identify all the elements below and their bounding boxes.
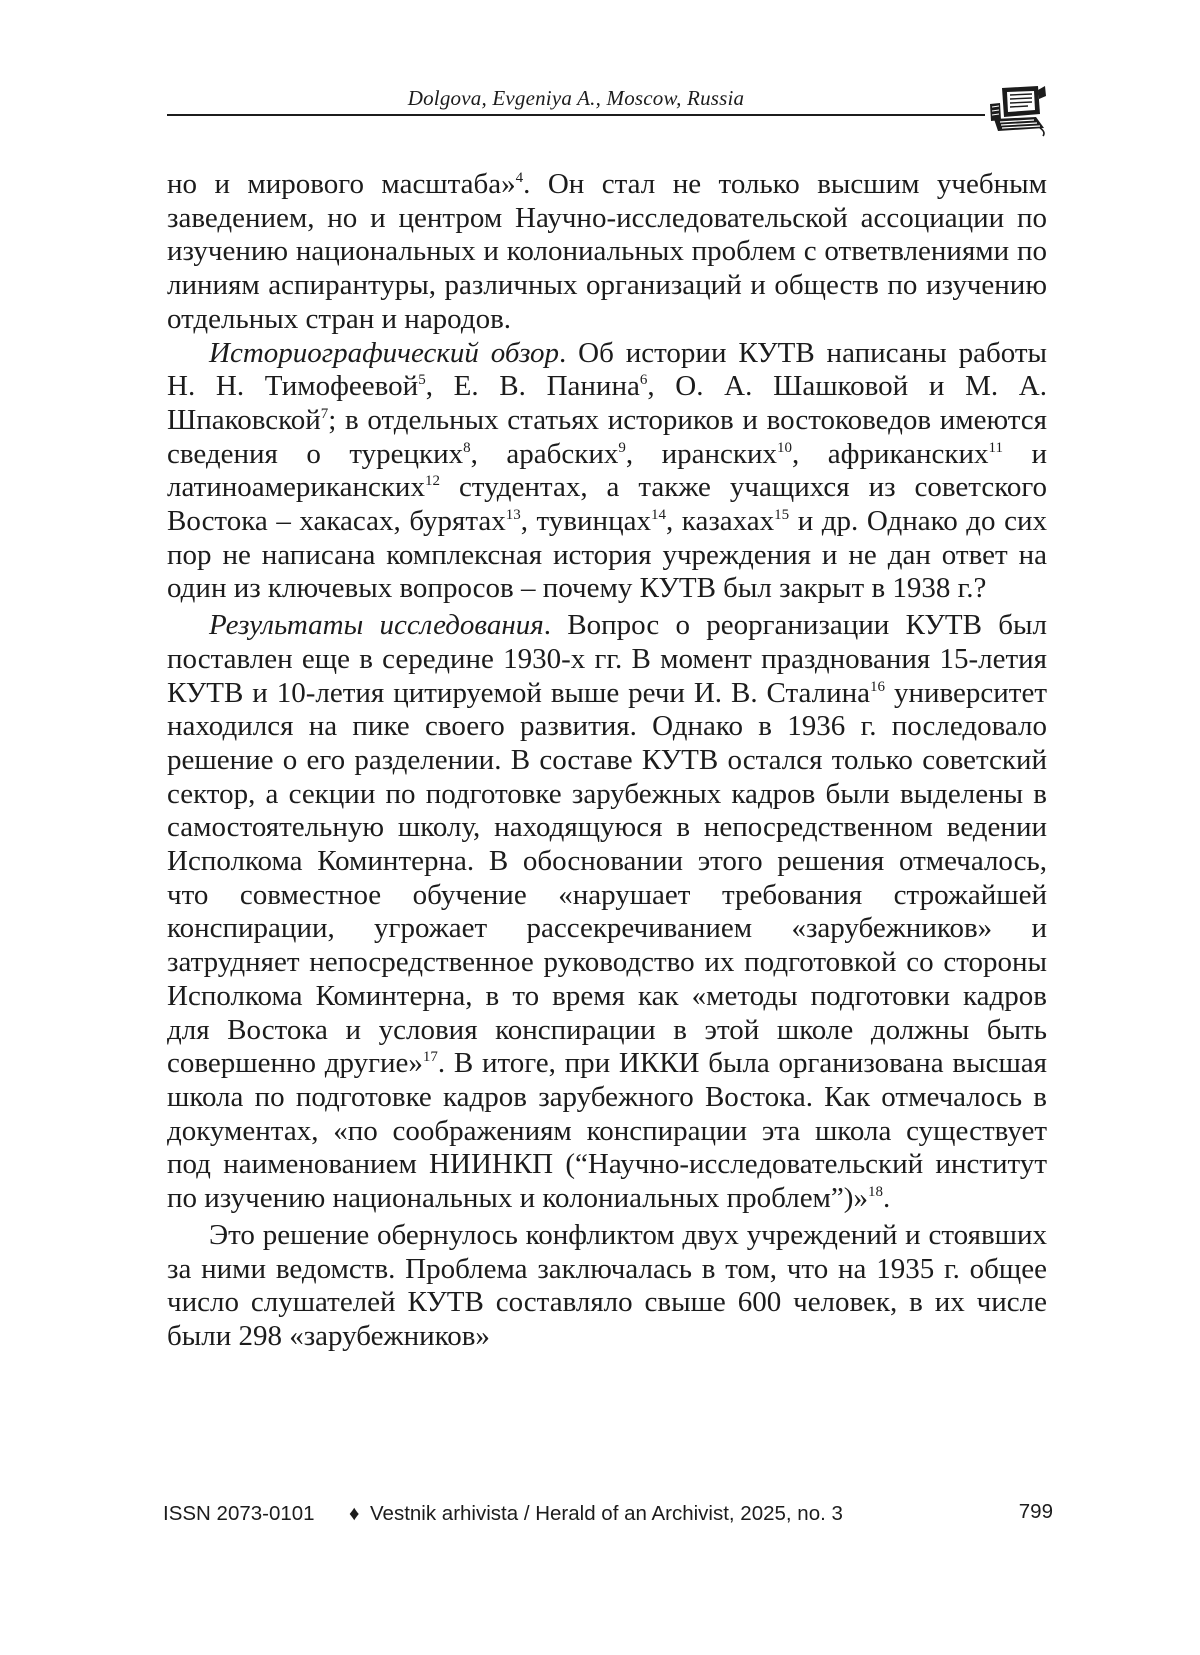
running-head-rule [167,114,985,116]
section-lead-in: Историографический обзор [209,336,560,369]
journal-computer-logo-icon [988,84,1048,138]
footnote-ref: 11 [988,439,1003,456]
article-body [167,168,1047,1354]
footer-issn: ISSN 2073-0101 [163,1502,315,1525]
paragraph: но и мирового масштаба»$^4$. Он стал не только высшим учебным заведением, но и центром Научно-исследовательской ассоциации по изучению национальных и колониальных проблем с ответвлениями по линиям аспирантуры, различных организаций и обществ по изучению отдельных стран и народов. [167,168,1047,335]
footnote-ref: 17 [422,1049,438,1066]
footnote-ref: 12 [424,473,440,490]
footnote-ref: 5 [418,372,426,389]
running-head-author: Dolgova, Evgeniya A., Moscow, Russia [407,86,745,110]
paragraph: Это решение обернулось конфликтом двух учреждений и стоявших за ними ведомств. Проблема заключалась в том, что на 1935 г. общее число слушателей КУТВ составляло свыше 600 человек, в их числе были 298 «зарубежников» [167,1218,1047,1352]
footnote-ref: 4 [515,170,524,186]
footer-journal-title: Vestnik arhivista / Herald of an Archivist, 2025, no. 3 [370,1502,843,1525]
footnote-ref: 14 [650,507,666,524]
running-head [167,86,985,120]
page-footer [163,1502,1053,1532]
page-number: 799 [1018,1500,1053,1523]
footnote-ref: 9 [618,439,626,456]
section-lead-in: Результаты исследования [209,609,544,642]
footnote-ref: 7 [320,405,329,422]
paragraph: Результаты исследования. Вопрос о реорганизации КУТВ был поставлен еще в середине 1930-х гг. В момент празднования 15-летия КУТВ и 10-летия цитируемой выше речи И. В. Сталина$^{16}$ университет находился на пике своего развития. Однако в 1936 г. последовало решение о его разделении. В составе КУТВ остался только советский сектор, а секции по подготовке зарубежных кадров были выделены в самостоятельную школу, находящуюся в непосредственном ведении Исполкома Коминтерна. В обосновании этого решения отмечалось, что совместное обучение «нарушает требования строжайшей конспирации, угрожает рассекречиванием «зарубежников» и затрудняет непосредственное руководство их подготовкой со стороны Исполкома Коминтерна, в то время как «методы подготовки кадров для Востока и условия конспирации в этой школе должны быть совершенно другие»$^{17}$. В итоге, при ИККИ была организована высшая школа по подготовке кадров зарубежного Востока. Как отмечалось в документах, «по соображениям конспирации эта школа существует под наименованием НИИНКП (“Научно-исследовательский институт по изучению национальных и колониальных проблем”)»$^{18}$. [167,609,1048,1215]
paragraph: Историографический обзор. Об истории КУТВ написаны работы Н. Н. Тимофеевой$^5$, Е. В. Панина$^6$, О. А. Шашковой и М. А. Шпаковской$^7$; в отдельных статьях историков и востоковедов имеются сведения о турецких$^8$, арабских$^9$, иранских$^{10}$, африканских$^{11}$ и латиноамериканских$^{12}$ студентах, а также учащихся из советского Востока – хакасах, бурятах$^{13}$, тувинцах$^{14}$, казахах$^{15}$ и др. Однако до сих пор не написана комплексная история учреждения и не дан ответ на один из ключевых вопросов – почему КУТВ был закрыт в 1938 г.? [167,336,1048,605]
footnote-ref: 16 [870,678,886,695]
footnote-ref: 6 [639,372,648,389]
footnote-ref: 18 [867,1184,883,1201]
footnote-ref: 10 [777,439,793,456]
footnote-ref: 13 [505,507,521,524]
diamond-icon: ♦ [349,1502,360,1525]
footnote-ref: 15 [774,507,790,524]
footnote-ref: 8 [463,439,471,456]
